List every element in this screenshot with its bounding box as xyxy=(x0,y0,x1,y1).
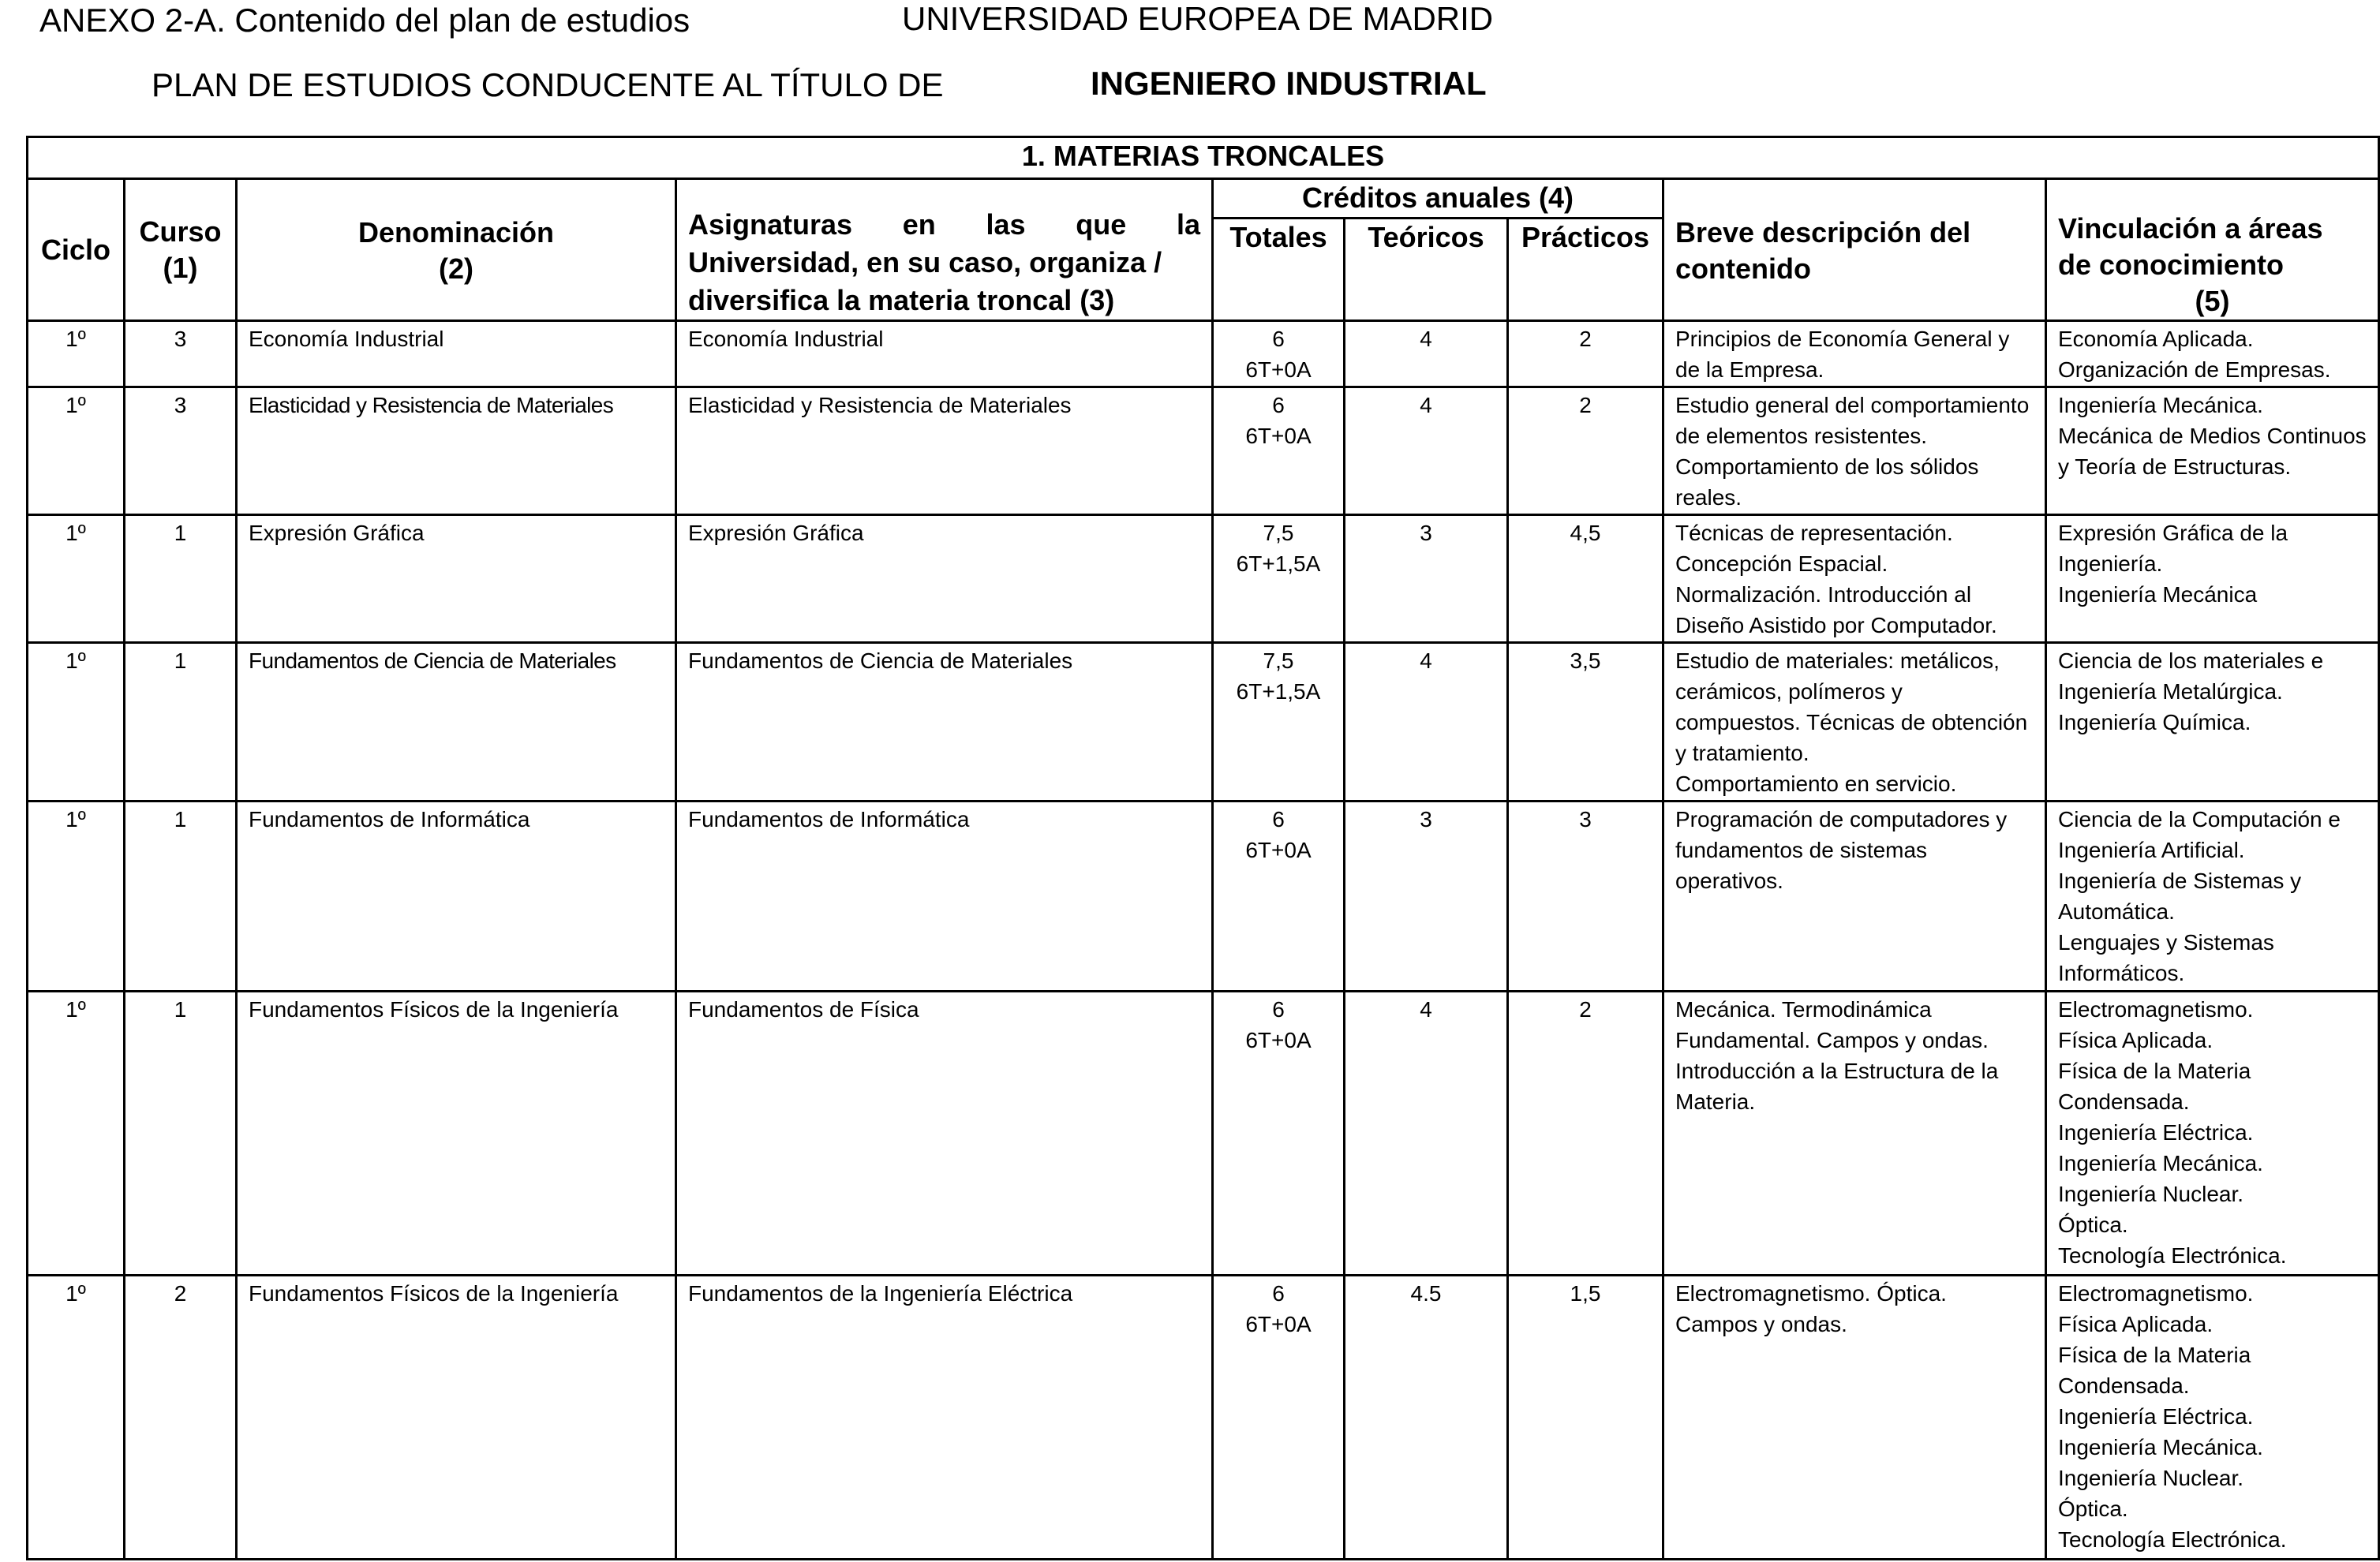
annex-title: ANEXO 2-A. Contenido del plan de estudios xyxy=(39,2,690,39)
cell-teoricos: 3 xyxy=(1345,801,1508,991)
cell-ciclo: 1º xyxy=(28,387,125,514)
cell-teoricos: 4 xyxy=(1345,991,1508,1275)
col-header-ciclo: Ciclo xyxy=(28,179,125,321)
cell-practicos: 2 xyxy=(1508,321,1663,387)
table-row xyxy=(28,321,2379,387)
table-row xyxy=(28,514,2379,642)
cell-descripcion: Principios de Economía General y de la Empresa. xyxy=(1663,321,2046,387)
cell-teoricos: 4 xyxy=(1345,642,1508,801)
cell-descripcion: Programación de computadores y fundamentos de sistemas operativos. xyxy=(1663,801,2046,991)
cell-descripcion: Técnicas de representación. Concepción Espacial. Normalización. Introducción al Diseño Asistido por Computador. xyxy=(1663,514,2046,642)
table-row xyxy=(28,801,2379,991)
university-name: UNIVERSIDAD EUROPEA DE MADRID xyxy=(902,0,1494,37)
cell-curso: 1 xyxy=(125,642,237,801)
cell-totales: 7,5 6T+1,5A xyxy=(1213,642,1345,801)
cell-totales: 6 6T+0A xyxy=(1213,387,1345,514)
vinculacion-header-line2: de conocimiento xyxy=(2058,248,2285,282)
cell-curso: 3 xyxy=(125,387,237,514)
cell-vinculacion: Ingeniería Mecánica. Mecánica de Medios Continuos y Teoría de Estructuras. xyxy=(2046,387,2379,514)
cell-asignaturas: Expresión Gráfica xyxy=(676,514,1213,642)
cell-ciclo: 1º xyxy=(28,642,125,801)
cell-teoricos: 4.5 xyxy=(1345,1275,1508,1559)
cell-totales: 6 6T+0A xyxy=(1213,321,1345,387)
asignaturas-header-line3: diversifica la materia troncal (3) xyxy=(688,284,1115,317)
cell-ciclo: 1º xyxy=(28,321,125,387)
cell-totales: 6 6T+0A xyxy=(1213,1275,1345,1559)
cell-descripcion: Estudio general del comportamiento de elementos resistentes. Comportamiento de los sólidos reales. xyxy=(1663,387,2046,514)
cell-vinculacion: Ciencia de la Computación e Ingeniería Artificial. Ingeniería de Sistemas y Automática. Lenguajes y Sistemas Informáticos. xyxy=(2046,801,2379,991)
vinculacion-header-line1: Vinculación a áreas xyxy=(2058,212,2323,245)
cell-teoricos: 4 xyxy=(1345,321,1508,387)
asignaturas-header-line1: Asignaturas en las que la xyxy=(688,208,1200,241)
cell-denominacion: Elasticidad y Resistencia de Materiales xyxy=(237,387,676,514)
col-header-denominacion: Denominación (2) xyxy=(237,179,676,321)
cell-asignaturas: Economía Industrial xyxy=(676,321,1213,387)
cell-asignaturas: Fundamentos de Ciencia de Materiales xyxy=(676,642,1213,801)
vinculacion-header-line3: (5) xyxy=(2195,285,2230,318)
cell-curso: 1 xyxy=(125,801,237,991)
cell-ciclo: 1º xyxy=(28,991,125,1275)
cell-descripcion: Electromagnetismo. Óptica. Campos y ondas. xyxy=(1663,1275,2046,1559)
cell-descripcion: Mecánica. Termodinámica Fundamental. Campos y ondas. Introducción a la Estructura de la Materia. xyxy=(1663,991,2046,1275)
cell-practicos: 3,5 xyxy=(1508,642,1663,801)
cell-asignaturas: Fundamentos de la Ingeniería Eléctrica xyxy=(676,1275,1213,1559)
cell-vinculacion: Economía Aplicada. Organización de Empresas. xyxy=(2046,321,2379,387)
col-header-practicos: Prácticos xyxy=(1508,218,1663,321)
cell-ciclo: 1º xyxy=(28,801,125,991)
col-header-descripcion: Breve descripción del contenido xyxy=(1663,179,2046,321)
cell-vinculacion: Ciencia de los materiales e Ingeniería Metalúrgica. Ingeniería Química. xyxy=(2046,642,2379,801)
cell-asignaturas: Fundamentos de Informática xyxy=(676,801,1213,991)
col-header-curso: Curso (1) xyxy=(125,179,237,321)
cell-vinculacion: Electromagnetismo. Física Aplicada. Física de la Materia Condensada. Ingeniería Eléctrica. Ingeniería Mecánica. Ingeniería Nuclear. Óptica. Tecnología Electrónica. xyxy=(2046,1275,2379,1559)
cell-practicos: 2 xyxy=(1508,991,1663,1275)
plan-label: PLAN DE ESTUDIOS CONDUCENTE AL TÍTULO DE xyxy=(152,66,944,103)
section-title: 1. MATERIAS TRONCALES xyxy=(28,137,2379,179)
table-row xyxy=(28,387,2379,514)
cell-vinculacion: Electromagnetismo. Física Aplicada. Física de la Materia Condensada. Ingeniería Eléctrica. Ingeniería Mecánica. Ingeniería Nuclear. Óptica. Tecnología Electrónica. xyxy=(2046,991,2379,1275)
cell-totales: 6 6T+0A xyxy=(1213,991,1345,1275)
cell-curso: 1 xyxy=(125,514,237,642)
cell-curso: 1 xyxy=(125,991,237,1275)
cell-descripcion: Estudio de materiales: metálicos, cerámicos, polímeros y compuestos. Técnicas de obtención y tratamiento. Comportamiento en servicio. xyxy=(1663,642,2046,801)
cell-teoricos: 4 xyxy=(1345,387,1508,514)
cell-denominacion: Expresión Gráfica xyxy=(237,514,676,642)
cell-curso: 3 xyxy=(125,321,237,387)
cell-totales: 7,5 6T+1,5A xyxy=(1213,514,1345,642)
cell-denominacion: Fundamentos de Ciencia de Materiales xyxy=(237,642,676,801)
degree-title: INGENIERO INDUSTRIAL xyxy=(1091,65,1487,102)
cell-teoricos: 3 xyxy=(1345,514,1508,642)
cell-denominacion: Economía Industrial xyxy=(237,321,676,387)
table-row xyxy=(28,642,2379,801)
cell-denominacion: Fundamentos Físicos de la Ingeniería xyxy=(237,991,676,1275)
col-header-creditos: Créditos anuales (4) xyxy=(1213,179,1663,218)
col-header-vinculacion xyxy=(2046,179,2379,321)
cell-denominacion: Fundamentos de Informática xyxy=(237,801,676,991)
table-row xyxy=(28,991,2379,1275)
troncales-table xyxy=(26,136,2380,1560)
cell-ciclo: 1º xyxy=(28,514,125,642)
cell-asignaturas: Elasticidad y Resistencia de Materiales xyxy=(676,387,1213,514)
cell-practicos: 3 xyxy=(1508,801,1663,991)
table-row xyxy=(28,1275,2379,1559)
cell-asignaturas: Fundamentos de Física xyxy=(676,991,1213,1275)
cell-vinculacion: Expresión Gráfica de la Ingeniería. Ingeniería Mecánica xyxy=(2046,514,2379,642)
asignaturas-header-line2: Universidad, en su caso, organiza / xyxy=(688,246,1162,279)
col-header-totales: Totales xyxy=(1213,218,1345,321)
cell-denominacion: Fundamentos Físicos de la Ingeniería xyxy=(237,1275,676,1559)
cell-totales: 6 6T+0A xyxy=(1213,801,1345,991)
cell-practicos: 1,5 xyxy=(1508,1275,1663,1559)
cell-practicos: 2 xyxy=(1508,387,1663,514)
cell-curso: 2 xyxy=(125,1275,237,1559)
cell-practicos: 4,5 xyxy=(1508,514,1663,642)
col-header-asignaturas xyxy=(676,179,1213,321)
col-header-teoricos: Teóricos xyxy=(1345,218,1508,321)
cell-ciclo: 1º xyxy=(28,1275,125,1559)
